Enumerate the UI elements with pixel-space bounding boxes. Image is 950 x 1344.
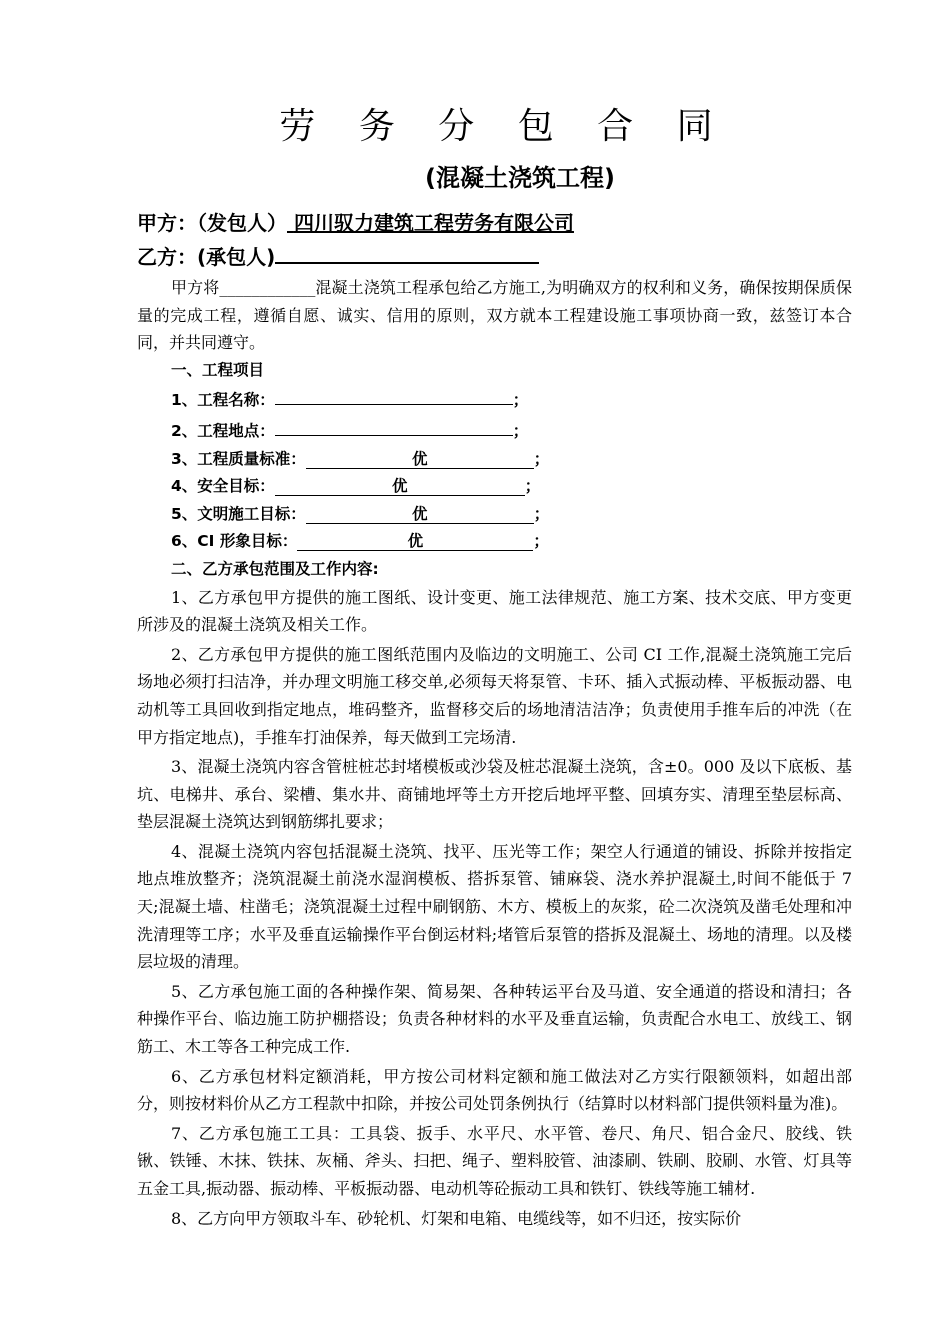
section-2-paragraph-4: 4、混凝土浇筑内容包括混凝土浇筑、找平、压光等工作；架空人行通道的铺设、拆除并按指定地点堆放整齐；浇筑混凝土前浇水湿润模板、搭拆泵管、铺麻袋、浇水养护混凝土,时间不能低于 7 天;混凝土墙、柱凿毛；浇筑混凝土过程中刷钢筋、木方、模板上的灰浆，砼二次浇筑及凿毛处理和冲洗清理等工序；水平及垂直运输操作平台倒运材料;堵管后泵管的搭拆及混凝土、场地的清理。以及楼层垃圾的清理。: [137, 841, 852, 972]
item-project-location: 2、工程地点： ；: [137, 415, 852, 446]
intro-paragraph: 甲方将____________混凝土浇筑工程承包给乙方施工,为明确双方的权利和义务，确保按期保质保量的完成工程，遵循自愿、诚实、信用的原则，双方就本工程建设施工事项协商一致，兹签订本合同，并共同遵守。: [137, 278, 852, 353]
page-subtitle: (混凝土浇筑工程): [425, 164, 615, 192]
party-a-name: 四川驭力建筑工程劳务有限公司: [293, 211, 574, 235]
party-a-label: 甲方：（发包人）: [137, 211, 287, 235]
item-project-name: 1、工程名称： ；: [137, 384, 852, 415]
item-ci-image-target: 6、CI 形象目标： 优 ；: [171, 532, 549, 551]
party-a-line: [137, 209, 574, 237]
section-2-paragraph-6: 6、乙方承包材料定额消耗，甲方按公司材料定额和施工做法对乙方实行限额领料，如超出部分，则按材料价从乙方工程款中扣除，并按公司处罚条例执行（结算时以材料部门提供领料量为准)。: [137, 1066, 852, 1114]
contract-body: [137, 274, 852, 1232]
section-2-heading: 二、乙方承包范围及工作内容:: [171, 559, 379, 578]
item-civilized-construction-target: 5、文明施工目标： 优 ；: [171, 504, 550, 523]
item-quality-standard: 3、工程质量标准： 优 ；: [171, 449, 550, 468]
party-b-line: [137, 242, 539, 271]
page-title: 劳 务 分 包 合 同: [279, 106, 729, 147]
section-2-paragraph-5: 5、乙方承包施工面的各种操作架、简易架、各种转运平台及马道、安全通道的搭设和清扫；各种操作平台、临边施工防护棚搭设；负责各种材料的水平及垂直运输，负责配合水电工、放线工、钢筋工、木工等各工种完成工作.: [137, 981, 852, 1057]
section-2-paragraph-2: 2、乙方承包甲方提供的施工图纸范围内及临边的文明施工、公司 CI 工作,混凝土浇筑施工完后场地必须打扫洁净，并办理文明施工移交单,必须每天将泵管、卡环、插入式振动棒、平板振动器、电动机等工具回收到指定地点，堆码整齐，监督移交后的场地清洁洁净；负责使用手推车后的冲洗（在甲方指定地点)，手推车打油保养，每天做到工完场清.: [137, 644, 852, 747]
party-b-label: 乙方：(承包人): [137, 245, 276, 269]
section-1-heading: 一、工程项目: [171, 360, 265, 379]
party-b-blank: [275, 242, 539, 264]
section-2-paragraph-3: 3、混凝土浇筑内容含管桩桩芯封堵模板或沙袋及桩芯混凝土浇筑，含±0。000 及以下底板、基坑、电梯井、承台、梁槽、集水井、商铺地坪等土方开挖后地坪平整、回填夯实、清理至垫层标高、垫层混凝土浇筑达到钢筋绑扎要求；: [137, 757, 852, 832]
section-2-paragraph-8: 8、乙方向甲方领取斗车、砂轮机、灯架和电箱、电缆线等，如不归还，按实际价: [171, 1208, 742, 1228]
section-2-paragraph-1: 1、乙方承包甲方提供的施工图纸、设计变更、施工法律规范、施工方案、技术交底、甲方变更所涉及的混凝土浇筑及相关工作。: [137, 587, 852, 635]
section-2-paragraph-7: 7、乙方承包施工工具：工具袋、扳手、水平尺、水平管、卷尺、角尺、铝合金尺、胶线、铁锹、铁锤、木抹、铁抹、灰桶、斧头、扫把、绳子、塑料胶管、油漆刷、铁刷、胶刷、水管、灯具等五金工具,振动器、振动棒、平板振动器、电动机等砼振动工具和铁钉、铁线等施工辅材.: [137, 1123, 852, 1198]
item-safety-target: 4、安全目标： 优 ；: [171, 477, 541, 496]
